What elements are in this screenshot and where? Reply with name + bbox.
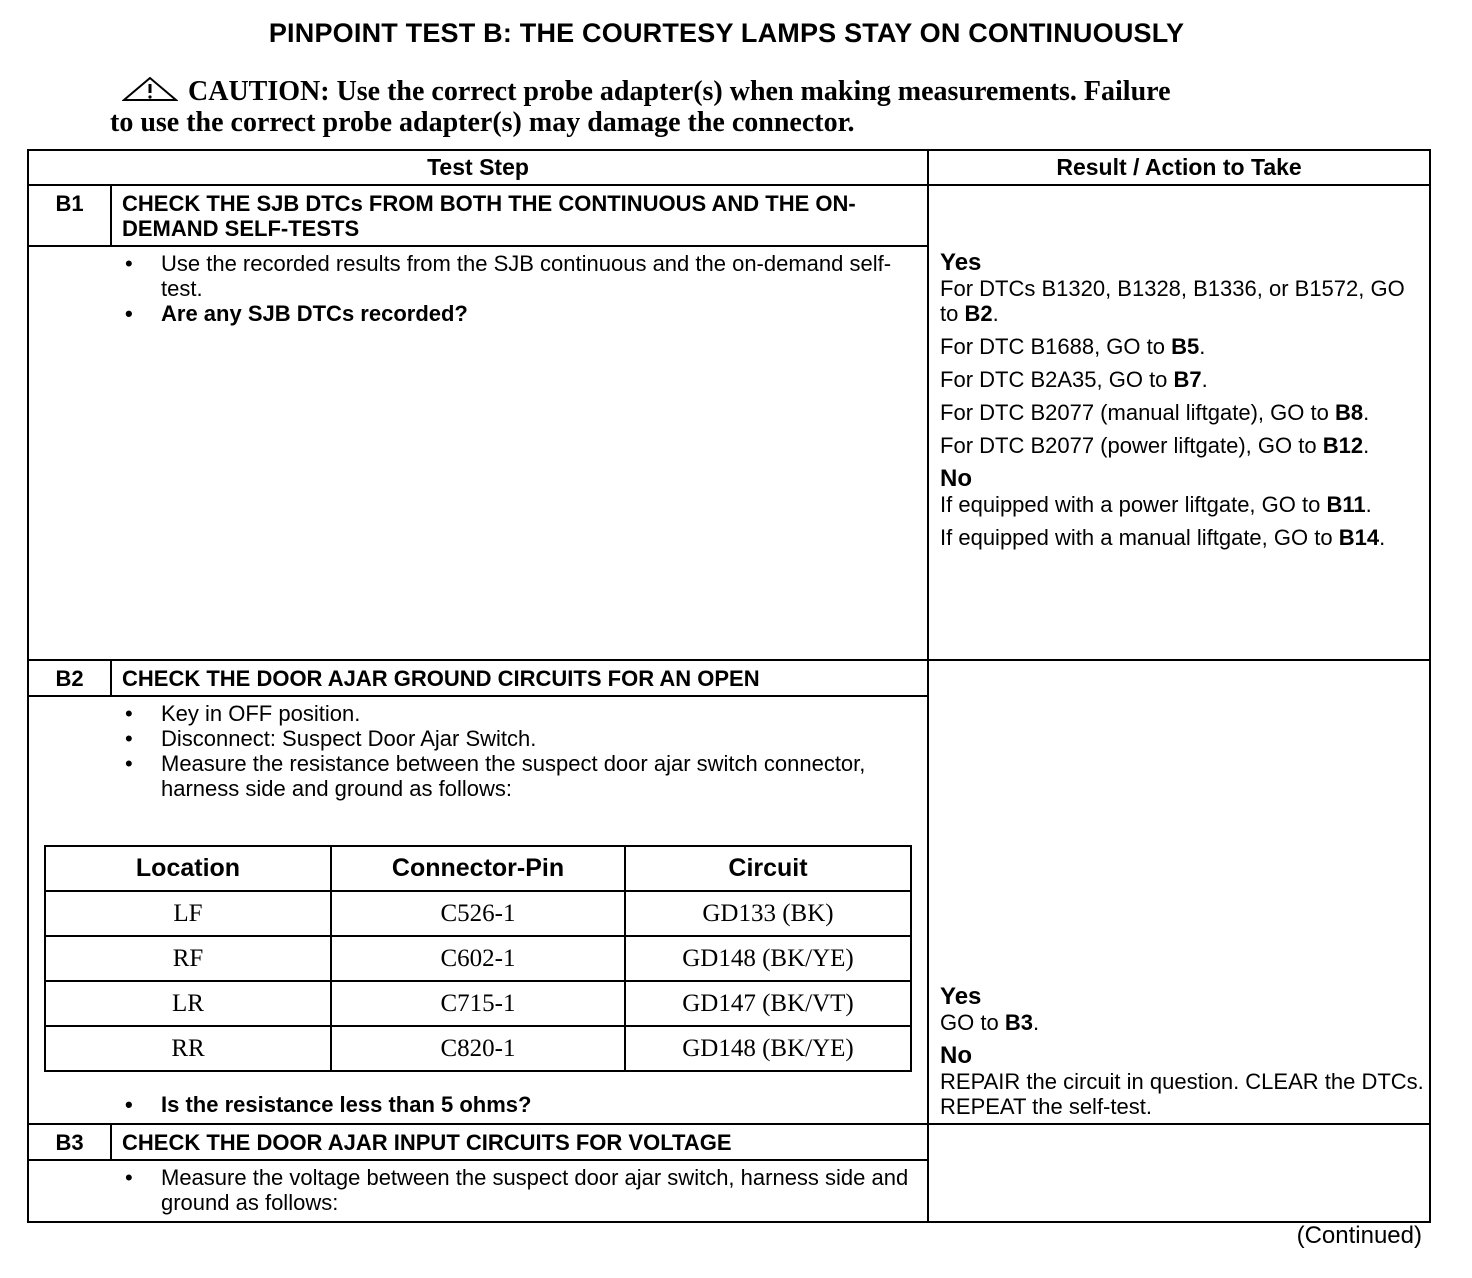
step-title-b3: CHECK THE DOOR AJAR INPUT CIRCUITS FOR VOLTAGE	[111, 1124, 928, 1160]
table-row	[45, 891, 911, 936]
step-id-b3: B3	[28, 1124, 111, 1160]
result-b2-no: No	[940, 1042, 973, 1069]
cell-connector-pin: C715-1	[331, 981, 625, 1026]
b2-bullet-2: • Disconnect: Suspect Door Ajar Switch.	[29, 726, 921, 751]
continued-label: (Continued)	[1296, 1222, 1422, 1249]
result-b2-line-1: GO to B3.	[940, 1010, 1040, 1035]
cell-location: RF	[45, 936, 331, 981]
result-b2	[928, 660, 1430, 1124]
result-b1-yes: Yes	[940, 249, 982, 276]
table-row	[45, 981, 911, 1026]
step-body-b1	[28, 246, 928, 660]
result-b1-line-2: For DTC B1688, GO to B5.	[940, 334, 1206, 359]
result-b2-yes: Yes	[940, 983, 982, 1010]
cell-connector-pin: C602-1	[331, 936, 625, 981]
result-b3	[928, 1124, 1430, 1222]
result-b1	[928, 185, 1430, 660]
step-id-b1: B1	[28, 185, 111, 246]
b3-bullet-1: • Measure the voltage between the suspect door ajar switch, harness side and ground as follows:	[29, 1165, 921, 1215]
caution-notice	[110, 76, 1330, 138]
b2-question: • Is the resistance less than 5 ohms?	[29, 1092, 921, 1117]
b2-bullet-3: • Measure the resistance between the suspect door ajar switch connector, harness side and ground as follows:	[29, 751, 921, 801]
warning-triangle-icon	[122, 76, 178, 102]
col-circuit: Circuit	[625, 846, 911, 891]
caution-label: CAUTION:	[188, 76, 330, 107]
cell-circuit: GD148 (BK/YE)	[625, 1026, 911, 1071]
table-row	[45, 1026, 911, 1071]
step-body-b3	[28, 1160, 928, 1222]
caution-line-2: to use the correct probe adapter(s) may damage the connector.	[110, 107, 855, 138]
step-title-b2: CHECK THE DOOR AJAR GROUND CIRCUITS FOR AN OPEN	[111, 660, 928, 696]
table-row	[45, 936, 911, 981]
col-location: Location	[45, 846, 331, 891]
cell-circuit: GD148 (BK/YE)	[625, 936, 911, 981]
step-id-b2: B2	[28, 660, 111, 696]
result-b1-line-3: For DTC B2A35, GO to B7.	[940, 367, 1208, 392]
result-b1-line-5: For DTC B2077 (power liftgate), GO to B12.	[940, 433, 1370, 458]
b1-bullet-1: • Use the recorded results from the SJB continuous and the on-demand self-test.	[29, 251, 921, 301]
page-title: PINPOINT TEST B: THE COURTESY LAMPS STAY ON CONTINUOUSLY	[268, 18, 1185, 48]
header-test-step: Test Step	[28, 150, 928, 185]
connector-table	[44, 845, 912, 1072]
cell-circuit: GD133 (BK)	[625, 891, 911, 936]
result-b2-line-2: REPAIR the circuit in question. CLEAR the DTCs. REPEAT the self-test.	[940, 1069, 1424, 1119]
cell-location: LF	[45, 891, 331, 936]
cell-circuit: GD147 (BK/VT)	[625, 981, 911, 1026]
cell-connector-pin: C526-1	[331, 891, 625, 936]
result-b1-no: No	[940, 465, 973, 492]
b1-question: • Are any SJB DTCs recorded?	[29, 301, 921, 326]
result-b1-line-6: If equipped with a power liftgate, GO to B11.	[940, 492, 1372, 517]
step-body-b2	[28, 696, 928, 1124]
header-result-action: Result / Action to Take	[928, 150, 1430, 185]
step-title-b1: CHECK THE SJB DTCs FROM BOTH THE CONTINUOUS AND THE ON-DEMAND SELF-TESTS	[111, 185, 928, 246]
caution-line-1: Use the correct probe adapter(s) when making measurements. Failure	[336, 76, 1171, 107]
cell-location: LR	[45, 981, 331, 1026]
b2-bullet-1: • Key in OFF position.	[29, 701, 921, 726]
col-connector-pin: Connector-Pin	[331, 846, 625, 891]
result-b1-line-1: For DTCs B1320, B1328, B1336, or B1572, GO to B2.	[940, 276, 1405, 326]
cell-location: RR	[45, 1026, 331, 1071]
result-b1-line-4: For DTC B2077 (manual liftgate), GO to B8.	[940, 400, 1370, 425]
cell-connector-pin: C820-1	[331, 1026, 625, 1071]
result-b1-line-7: If equipped with a manual liftgate, GO to B14.	[940, 525, 1386, 550]
pinpoint-test-table	[27, 149, 1431, 1223]
